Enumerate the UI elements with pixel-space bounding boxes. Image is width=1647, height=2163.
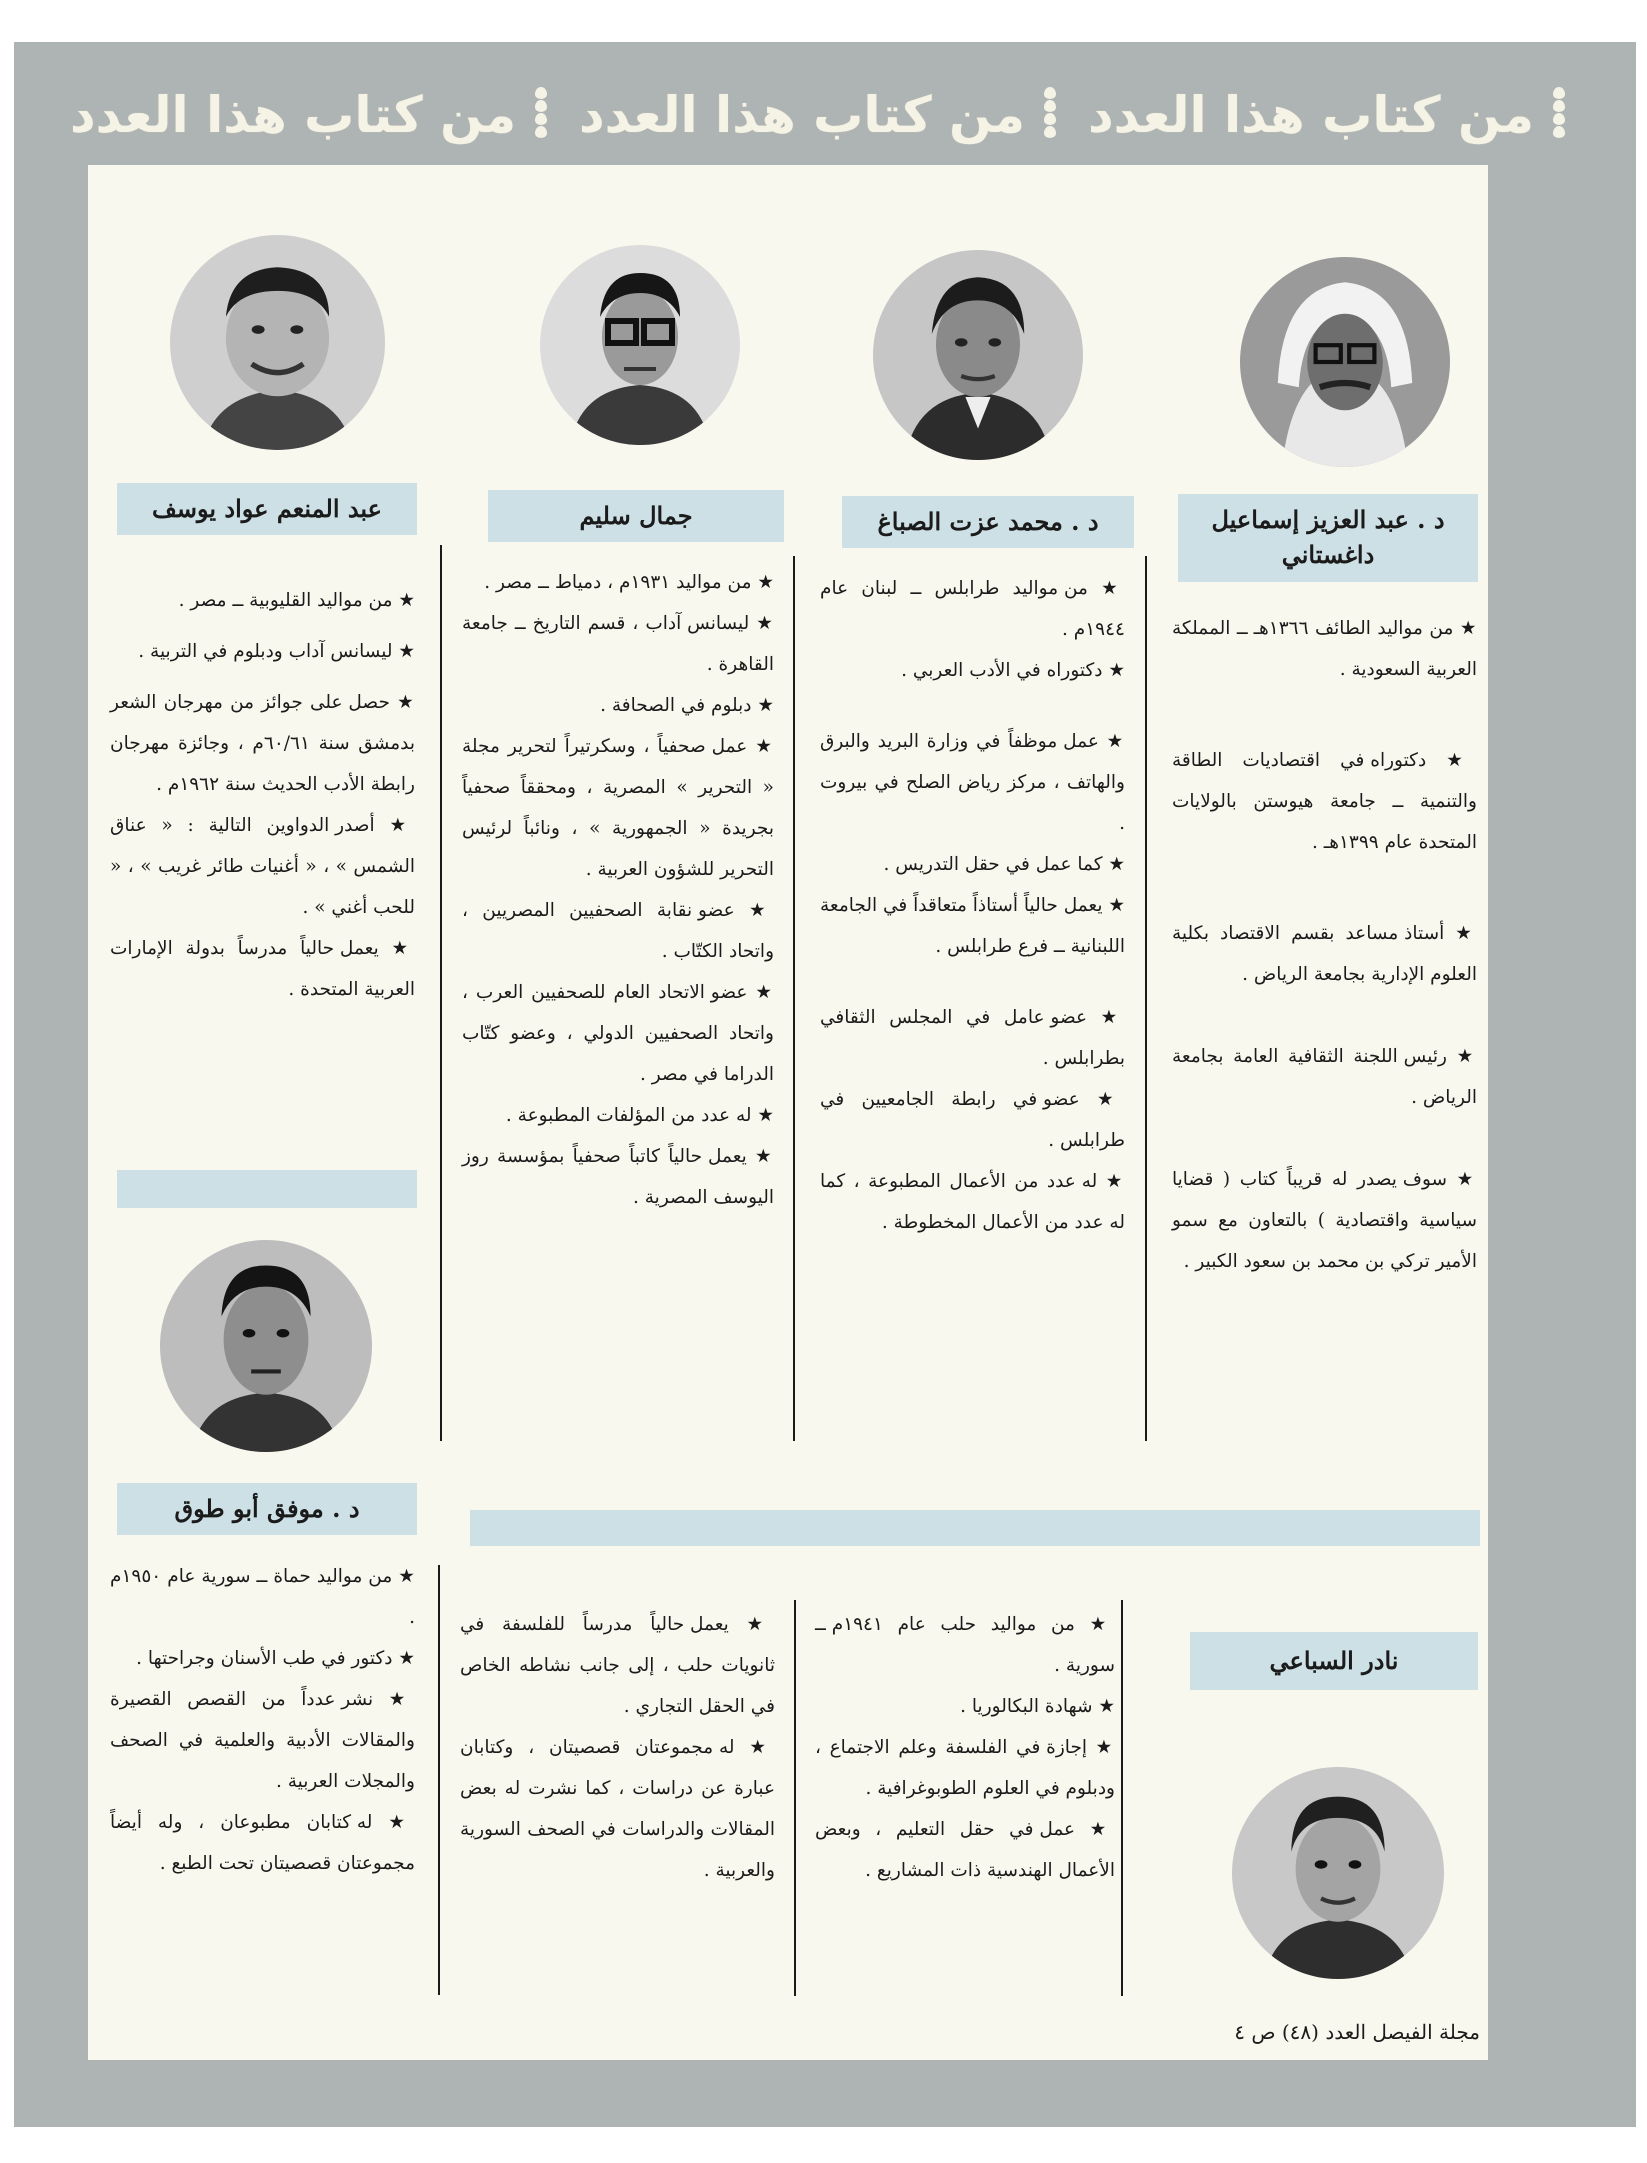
bio-item: ★ له عدد من المؤلفات المطبوعة . <box>505 1105 774 1126</box>
bio-item: ★ عضو الاتحاد العام للصحفيين العرب ، واتحاد الصحفيين الدولي ، وعضو كتّاب الدراما في مصر . <box>462 982 775 1085</box>
star-icon: ★ <box>747 736 775 757</box>
wheat-icon <box>1548 85 1570 145</box>
bio-item: ★ حصل على جوائز من مهرجان الشعر بدمشق سنة ٦٠/٦١م ، وجائزة مهرجان رابطة الأدب الحديث سنة ١٩٦٢م . <box>110 692 415 795</box>
bio-item: ★ من مواليد طرابلس ــ لبنان عام ١٩٤٤م . <box>820 578 1126 640</box>
star-icon: ★ <box>1102 660 1125 681</box>
banner-item <box>579 85 1061 145</box>
star-icon: ★ <box>749 613 774 634</box>
wheat-icon <box>530 85 552 145</box>
bio-item: ★ عضو نقابة الصحفيين المصريين ، واتحاد الكتّاب . <box>462 900 775 962</box>
author-bio <box>815 1604 1115 1891</box>
star-icon: ★ <box>1453 618 1477 639</box>
bio-item: ★ ليسانس آداب ودبلوم في التربية . <box>138 641 415 662</box>
banner-text: من كتاب هذا العدد <box>1087 86 1534 144</box>
star-icon: ★ <box>1097 1171 1125 1192</box>
author-name: د . موفق أبو طوق <box>117 1483 417 1535</box>
bio-item: ★ كما عمل في حقل التدريس . <box>883 854 1125 875</box>
star-icon: ★ <box>1102 854 1125 875</box>
star-icon: ★ <box>1098 731 1125 752</box>
author-name: جمال سليم <box>488 490 784 542</box>
bio-item: ★ أستاذ مساعد بقسم الاقتصاد بكلية العلوم الإدارية بجامعة الرياض . <box>1172 923 1477 985</box>
star-icon: ★ <box>1426 750 1477 771</box>
author-bio <box>820 568 1125 1243</box>
bio-item: ★ عمل موظفاً في وزارة البريد والبرق والهاتف ، مركز رياض الصلح في بيروت . <box>820 731 1125 834</box>
star-icon: ★ <box>1075 1819 1115 1840</box>
column-rule <box>438 1565 440 1995</box>
bio-item: ★ أصدر الدواوين التالية : « عناق الشمس » ، « أغنيات طائر غريب » ، « للحب أغني » . <box>110 815 416 918</box>
banner <box>70 60 1570 170</box>
star-icon: ★ <box>392 1648 415 1669</box>
bio-item: ★ رئيس اللجنة الثقافية العامة بجامعة الرياض . <box>1172 1046 1477 1108</box>
banner-item <box>70 85 552 145</box>
bio-item: ★ من مواليد القليوبية ــ مصر . <box>178 590 415 611</box>
bio-item: ★ يعمل حالياً مدرساً للفلسفة في ثانويات حلب ، إلى جانب نشاطه الخاص في الحقل التجاري . <box>460 1614 776 1717</box>
bio-item: ★ عمل في حقل التعليم ، وبعض الأعمال الهندسية ذات المشاريع . <box>815 1819 1115 1881</box>
bio-item: ★ يعمل حالياً كاتباً صحفياً بمؤسسة روز اليوسف المصرية . <box>462 1146 774 1208</box>
star-icon: ★ <box>746 1146 774 1167</box>
star-icon: ★ <box>747 982 775 1003</box>
column-rule <box>794 1600 796 1996</box>
bio-item: ★ سوف يصدر له قريباً كتاب ( قضايا سياسية واقتصادية ) بالتعاون مع سمو الأمير تركي بن محمد بن سعود الكبير . <box>1172 1169 1477 1272</box>
divider-bar <box>117 1170 417 1208</box>
star-icon: ★ <box>1444 923 1477 944</box>
bio-item: ★ عضو في رابطة الجامعيين في طرابلس . <box>820 1089 1125 1151</box>
bio-item: ★ ليسانس آداب ، قسم التاريخ ــ جامعة القاهرة . <box>462 613 774 675</box>
author-bio <box>462 562 774 1218</box>
bio-item: ★ له مجموعتان قصصيتان ، وكتابان عبارة عن دراسات ، كما نشرت له بعض المقالات والدراسات في الصحف السورية والعربية . <box>460 1737 775 1881</box>
author-photo-abutouq <box>160 1240 372 1452</box>
bio-item: ★ دبلوم في الصحافة . <box>600 695 774 716</box>
star-icon: ★ <box>734 1737 775 1758</box>
bio-item: ★ دكتوراه في الأدب العربي . <box>901 660 1125 681</box>
bio-item: ★ من مواليد حماة ــ سورية عام ١٩٥٠م . <box>110 1566 416 1628</box>
bio-item: ★ يعمل حالياً مدرساً بدولة الإمارات العربية المتحدة . <box>110 938 415 1000</box>
wheat-icon <box>1039 85 1061 145</box>
banner-item <box>1088 85 1570 145</box>
bio-item: ★ نشر عدداً من القصص القصيرة والمقالات الأدبية والعلمية في الصحف والمجلات العربية . <box>110 1689 415 1792</box>
star-icon: ★ <box>1102 895 1126 916</box>
star-icon: ★ <box>1079 1089 1125 1110</box>
star-icon: ★ <box>751 572 774 593</box>
star-icon: ★ <box>392 641 415 662</box>
bio-item: ★ من مواليد حلب عام ١٩٤١م ــ سورية . <box>815 1614 1115 1676</box>
author-name: د . عبد العزيز إسماعيل داغستاني <box>1178 494 1478 582</box>
author-bio <box>110 1556 415 1884</box>
author-bio <box>110 580 415 1010</box>
star-icon: ★ <box>734 900 775 921</box>
star-icon: ★ <box>728 1614 776 1635</box>
column-rule <box>1121 1600 1123 1996</box>
bio-item: ★ دكتور في طب الأسنان وجراحتها . <box>136 1648 415 1669</box>
star-icon: ★ <box>1074 1614 1115 1635</box>
author-name: عبد المنعم عواد يوسف <box>117 483 417 535</box>
star-icon: ★ <box>751 695 774 716</box>
author-photo-youssef <box>170 235 385 450</box>
column-rule <box>793 556 795 1441</box>
author-name: د . محمد عزت الصباغ <box>842 496 1134 548</box>
star-icon: ★ <box>378 938 415 959</box>
star-icon: ★ <box>389 692 415 713</box>
star-icon: ★ <box>1087 1737 1116 1758</box>
star-icon: ★ <box>1446 1046 1477 1067</box>
star-icon: ★ <box>373 1689 415 1710</box>
author-photo-sibai <box>1232 1767 1444 1979</box>
star-icon: ★ <box>751 1105 774 1126</box>
bio-item: ★ من مواليد ١٩٣١م ، دمياط ــ مصر . <box>484 572 774 593</box>
bio-item: ★ يعمل حالياً أستاذاً متعاقداً في الجامعة اللبنانية ــ فرع طرابلس . <box>820 895 1126 957</box>
bio-item: ★ عضو عامل في المجلس الثقافي بطرابلس . <box>820 1007 1126 1069</box>
bio-item: ★ إجازة في الفلسفة وعلم الاجتماع ، ودبلوم في العلوم الطوبوغرافية . <box>815 1737 1116 1799</box>
star-icon: ★ <box>1092 1696 1115 1717</box>
star-icon: ★ <box>1087 1007 1126 1028</box>
author-photo-daghistani <box>1240 257 1450 467</box>
column-rule <box>1145 556 1147 1441</box>
star-icon: ★ <box>1447 1169 1477 1190</box>
bio-item: ★ دكتوراه في اقتصاديات الطاقة والتنمية ــ جامعة هيوستن بالولايات المتحدة عام ١٣٩٩هـ . <box>1172 750 1477 853</box>
star-icon: ★ <box>1087 578 1126 599</box>
author-photo-salim <box>540 245 740 445</box>
banner-text: من كتاب هذا العدد <box>70 86 517 144</box>
star-icon: ★ <box>374 815 416 836</box>
author-bio <box>1172 608 1477 1323</box>
bio-item: ★ من مواليد الطائف ١٣٦٦هـ ــ المملكة العربية السعودية . <box>1172 618 1477 680</box>
bio-item: ★ شهادة البكالوريا . <box>960 1696 1115 1717</box>
bio-item: ★ له عدد من الأعمال المطبوعة ، كما له عدد من الأعمال المخطوطة . <box>820 1171 1125 1233</box>
author-bio <box>460 1604 775 1891</box>
star-icon: ★ <box>372 1812 416 1833</box>
author-name: نادر السباعي <box>1190 1632 1478 1690</box>
column-rule <box>440 545 442 1441</box>
star-icon: ★ <box>392 1566 416 1587</box>
banner-text: من كتاب هذا العدد <box>578 86 1026 144</box>
author-photo-sabbagh <box>873 250 1083 460</box>
star-icon: ★ <box>392 590 415 611</box>
bio-item: ★ له كتابان مطبوعان ، وله أيضاً مجموعتان قصصيتان تحت الطبع . <box>110 1812 416 1874</box>
page-footer: مجلة الفيصل العدد (٤٨) ص ٤ <box>1234 2020 1480 2044</box>
divider-bar <box>470 1510 1480 1546</box>
bio-item: ★ عمل صحفياً ، وسكرتيراً لتحرير مجلة « التحرير » المصرية ، ومحققاً صحفياً بجريدة « الجمهورية » ، ونائباً لرئيس التحرير للشؤون العربية . <box>462 736 775 880</box>
